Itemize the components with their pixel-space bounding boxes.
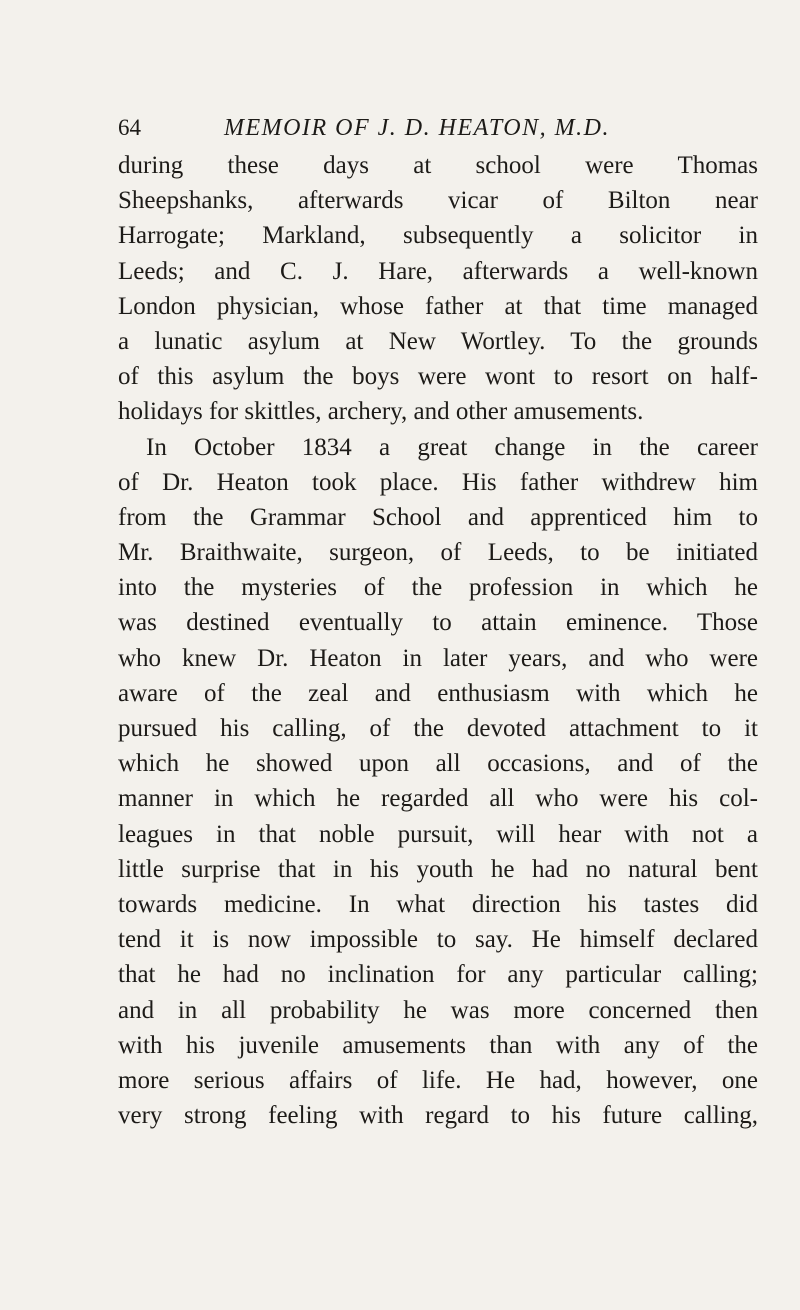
page-header: [118, 112, 758, 144]
text-line: holidays for skittles, archery, and other amusements.: [118, 398, 644, 426]
text-line: of this asylum the boys were wont to resort on half-: [118, 363, 758, 391]
text-line: manner in which he regarded all who were his col-: [118, 785, 758, 813]
text-line: Sheepshanks, afterwards vicar of Bilton near: [118, 187, 758, 215]
text-line: pursued his calling, of the devoted attachment to it: [118, 715, 758, 742]
text-line: Leeds; and C. J. Hare, afterwards a well-known: [118, 257, 758, 285]
text-line: Harrogate; Markland, subsequently a solicitor in: [118, 222, 758, 250]
text-line: from the Grammar School and apprenticed him to: [118, 503, 758, 531]
text-line: was destined eventually to attain eminence. Those: [118, 609, 758, 637]
running-title: MEMOIR OF J. D. HEATON, M.D.: [224, 115, 610, 141]
text-line: and in all probability he was more concerned then: [118, 996, 758, 1024]
text-line: which he showed upon all occasions, and of the: [118, 750, 758, 778]
text-line: more serious affairs of life. He had, however, one: [118, 1066, 758, 1094]
text-line: aware of the zeal and enthusiasm with which he: [118, 679, 758, 707]
text-line: of Dr. Heaton took place. His father withdrew him: [118, 468, 758, 496]
text-line: that he had no inclination for any particular calling;: [118, 961, 758, 989]
text-line: leagues in that noble pursuit, will hear with not a: [118, 820, 758, 848]
text-line: towards medicine. In what direction his tastes did: [118, 890, 758, 918]
text-line: Mr. Braithwaite, surgeon, of Leeds, to be initiated: [118, 539, 758, 567]
paragraph-start-line: In October 1834 a great change in the career: [146, 433, 758, 461]
text-line: London physician, whose father at that time managed: [118, 292, 758, 320]
text-line: tend it is now impossible to say. He himself declared: [118, 926, 758, 954]
text-line: who knew Dr. Heaton in later years, and who were: [118, 644, 758, 672]
text-line: during these days at school were Thomas: [118, 152, 758, 179]
text-line: a lunatic asylum at New Wortley. To the grounds: [118, 327, 758, 355]
text-line: into the mysteries of the profession in which he: [118, 574, 758, 602]
text-line: very strong feeling with regard to his future calling,: [118, 1102, 758, 1130]
body-text: [118, 148, 758, 1133]
text-line: with his juvenile amusements than with any of the: [118, 1031, 758, 1059]
page-number: 64: [118, 115, 141, 140]
text-line: little surprise that in his youth he had no natural bent: [118, 855, 758, 883]
